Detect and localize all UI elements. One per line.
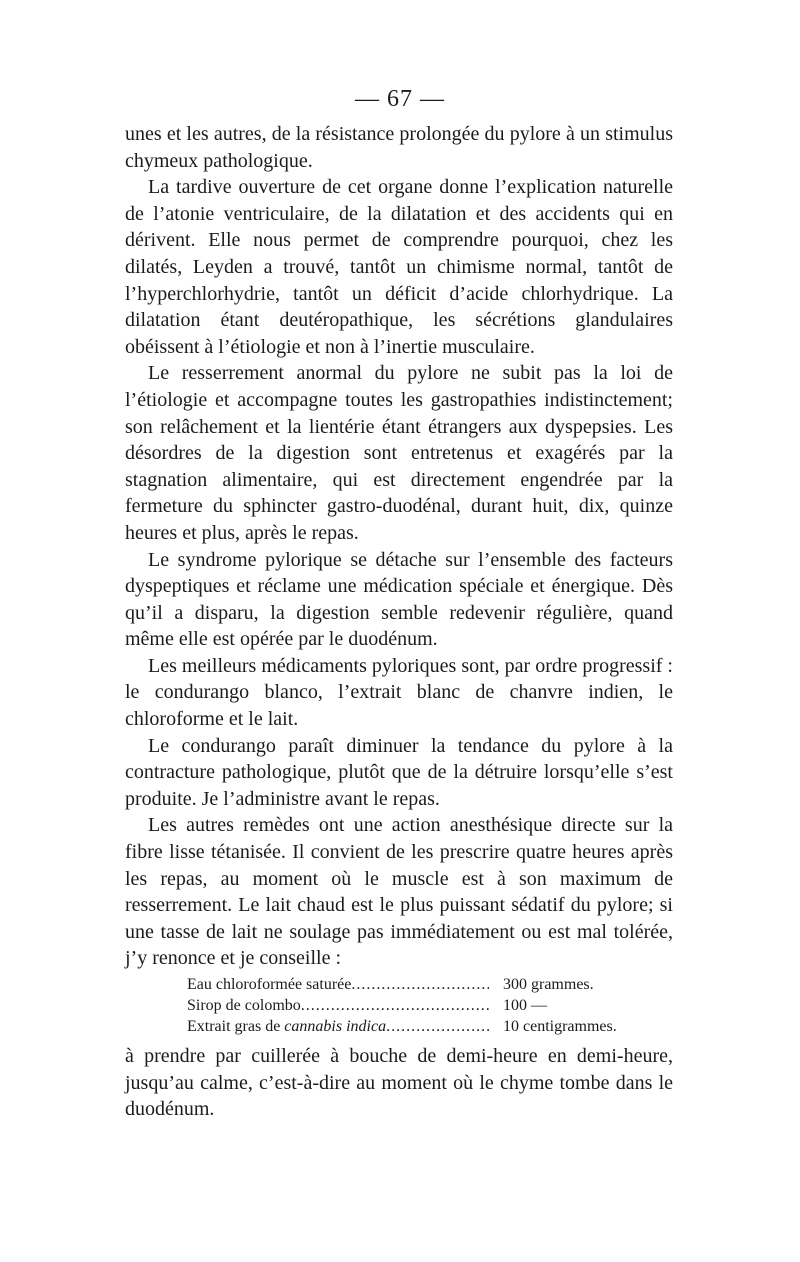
paragraph-1: unes et les autres, de la résistance prolongée du pylore à un stimulus chymeux pathologique. <box>125 123 673 172</box>
closing-paragraph: à prendre par cuillerée à bouche de demi-heure en demi-heure, jusqu’au calme, c’est-à-dire au moment où le chyme tombe dans le duodénum. <box>125 1045 673 1121</box>
prescription-row <box>187 1016 673 1037</box>
paragraph-7: Les autres remèdes ont une action anesthésique directe sur la fibre lisse tétanisée. Il convient de les prescrire quatre heures après les repas, au moment où le muscle est à son maximum de resserrement. Le lait chaud est le plus puissant sédatif du pylore; si une tasse de lait ne soulage pas immédiatement ou est mal tolérée, j’y renonce et je conseille : <box>125 814 673 970</box>
paragraph-5: Les meilleurs médicaments pyloriques sont, par ordre progressif : le condurango blanco, l’extrait blanc de chanvre indien, le chloroforme et le lait. <box>125 654 673 731</box>
prescription-row <box>187 974 673 995</box>
ingredient-quantity: 10 centigrammes. <box>503 1018 617 1035</box>
ingredient-quantity: 100 — <box>503 997 547 1014</box>
paragraph-2: La tardive ouverture de cet organe donne l’explication naturelle de l’atonie ventriculaire, de la dilatation et des accidents qui en dérivent. Elle nous permet de comprendre pourquoi, chez les dilatés, Leyden a trouvé, tantôt un chimisme normal, tantôt de l’hyperchlorhydrie, tantôt un déficit d’acide chlorhydrique. La dilatation étant deutéropathique, les sécrétions glandulaires obéissent à l’étiologie et non à l’inertie musculaire. <box>125 176 673 358</box>
ingredient-name-latin: cannabis indica <box>284 1018 387 1035</box>
ingredient-name <box>187 1016 489 1037</box>
paragraph-3: Le resserrement anormal du pylore ne subit pas la loi de l’étiologie et accompagne toutes les gastropathies indistinctement; son relâchement et la lientérie étant étrangers aux dyspepsies. Les désordres de la digestion sont entretenus et exagérés par la stagnation alimentaire, qui est directement engendrée par la fermeture du sphincter gastro-duodénal, durant huit, dix, quinze heures et plus, après le repas. <box>125 362 673 544</box>
body-text <box>125 121 673 1123</box>
ingredient-name: Sirop de colombo ..... <box>187 995 489 1016</box>
prescription-row <box>187 995 673 1016</box>
ingredient-quantity: 300 grammes. <box>503 976 594 993</box>
ingredient-name-prefix: Extrait gras de <box>187 1018 285 1035</box>
paragraph-4: Le syndrome pylorique se détache sur l’ensemble des facteurs dyspeptiques et réclame une médication spéciale et énergique. Dès qu’il a disparu, la digestion semble redevenir régulière, quand même elle est opérée par le duodénum. <box>125 548 673 651</box>
ingredient-name: Eau chloroformée saturée ..... <box>187 974 489 995</box>
prescription <box>187 974 673 1037</box>
paragraph-6: Le condurango paraît diminuer la tendance du pylore à la contracture pathologique, plutôt que de la détruire lorsqu’elle s’est produite. Je l’administre avant le repas. <box>125 734 673 810</box>
page-number: — 67 — <box>355 86 445 112</box>
